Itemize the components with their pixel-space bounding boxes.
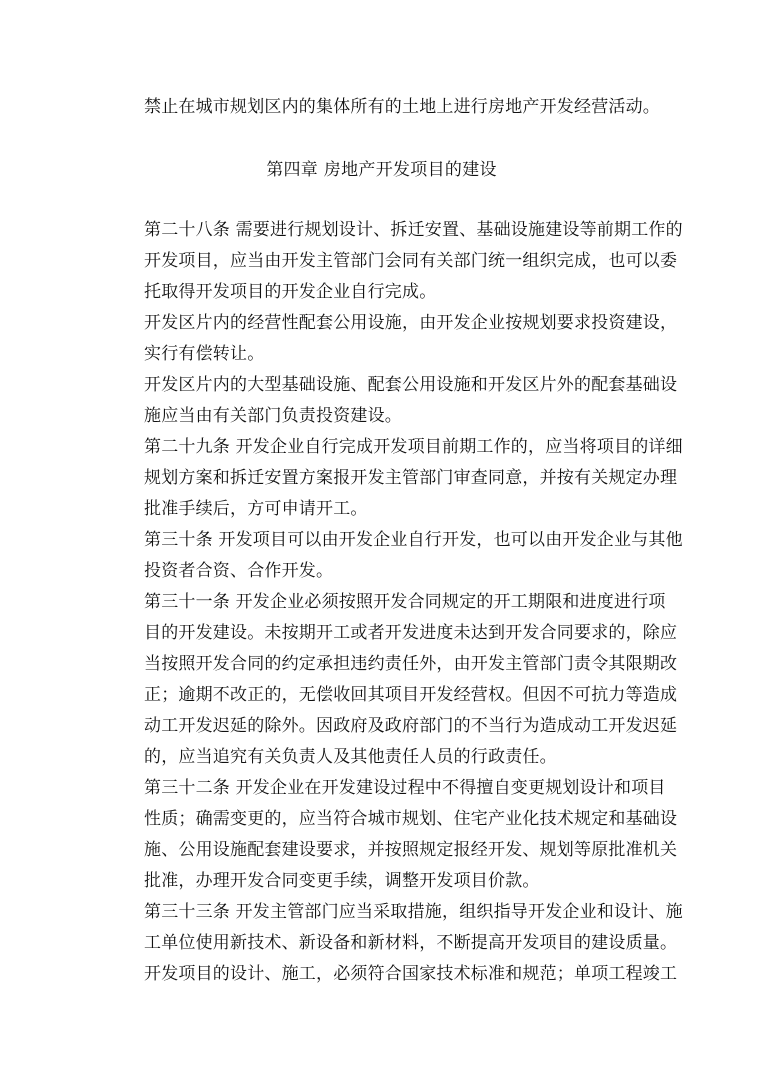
body-line: 第三十二条 开发企业在开发建设过程中不得擅自变更规划设计和项目 bbox=[144, 778, 666, 798]
chapter-heading: 第四章 房地产开发项目的建设 bbox=[266, 160, 497, 180]
body-line: 第三十条 开发项目可以由开发企业自行开发，也可以由开发企业与其他 bbox=[144, 530, 683, 550]
body-line: 开发项目，应当由开发主管部门会同有关部门统一组织完成，也可以委 bbox=[144, 251, 678, 271]
body-line: 规划方案和拆迁安置方案报开发主管部门审查同意，并按有关规定办理 bbox=[144, 468, 678, 488]
body-line: 托取得开发项目的开发企业自行完成。 bbox=[144, 282, 437, 302]
intro-line: 禁止在城市规划区内的集体所有的土地上进行房地产开发经营活动。 bbox=[144, 97, 660, 117]
body-line: 第三十一条 开发企业必须按照开发合同规定的开工期限和进度进行项 bbox=[144, 592, 666, 612]
body-line: 施应当由有关部门负责投资建设。 bbox=[144, 406, 402, 426]
body-line: 实行有偿转让。 bbox=[144, 344, 265, 364]
body-line: 当按照开发合同的约定承担违约责任外，由开发主管部门责令其限期改 bbox=[144, 654, 678, 674]
body-line: 第二十九条 开发企业自行完成开发项目前期工作的，应当将项目的详细 bbox=[144, 437, 683, 457]
body-line: 工单位使用新技术、新设备和新材料，不断提高开发项目的建设质量。 bbox=[144, 933, 678, 953]
body-line: 目的开发建设。未按期开工或者开发进度未达到开发合同要求的，除应 bbox=[144, 623, 678, 643]
body-line: 性质；确需变更的，应当符合城市规划、住宅产业化技术规定和基础设 bbox=[144, 809, 678, 829]
body-line: 第二十八条 需要进行规划设计、拆迁安置、基础设施建设等前期工作的 bbox=[144, 220, 683, 240]
body-line: 第三十三条 开发主管部门应当采取措施，组织指导开发企业和设计、施 bbox=[144, 902, 683, 922]
body-line: 动工开发迟延的除外。因政府及政府部门的不当行为造成动工开发迟延 bbox=[144, 716, 678, 736]
body-line: 的，应当追究有关负责人及其他责任人员的行政责任。 bbox=[144, 747, 557, 767]
body-line: 开发项目的设计、施工，必须符合国家技术标准和规范；单项工程竣工 bbox=[144, 964, 678, 984]
body-line: 正；逾期不改正的，无偿收回其项目开发经营权。但因不可抗力等造成 bbox=[144, 685, 678, 705]
body-line: 投资者合资、合作开发。 bbox=[144, 561, 334, 581]
body-line: 批准，办理开发合同变更手续，调整开发项目价款。 bbox=[144, 871, 540, 891]
body-line: 施、公用设施配套建设要求，并按照规定报经开发、规划等原批准机关 bbox=[144, 840, 678, 860]
body-line: 批准手续后，方可申请开工。 bbox=[144, 499, 368, 519]
body-line: 开发区片内的经营性配套公用设施，由开发企业按规划要求投资建设， bbox=[144, 313, 678, 333]
body-line: 开发区片内的大型基础设施、配套公用设施和开发区片外的配套基础设 bbox=[144, 375, 678, 395]
